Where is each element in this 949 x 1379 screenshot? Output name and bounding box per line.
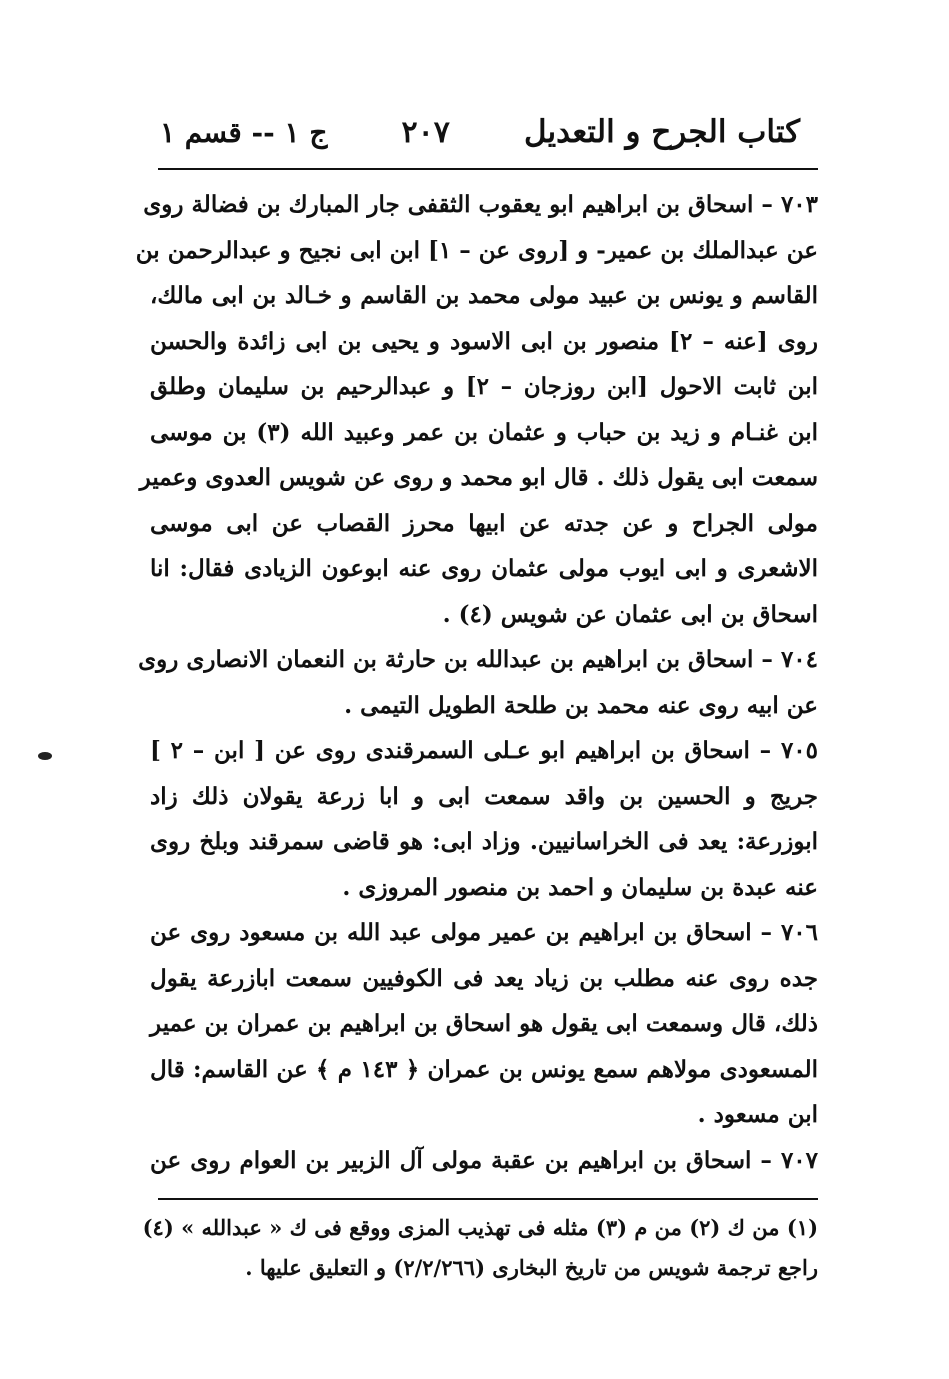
volume-label: ج ١ -- قسم ١	[160, 115, 328, 149]
header-rule	[158, 168, 818, 170]
text-line: سمعت ابى يقول ذلك . قال ابو محمد و روى عن شويس العدوى وعمير	[139, 464, 818, 491]
text-line: جده روى عنه مطلب بن زياد يعد فى الكوفيين سمعت ابازرعة يقول	[150, 964, 818, 992]
main-text	[135, 182, 819, 1183]
text-line: ٧٠٥ – اسحاق بن ابراهيم ابو عـلى السمرقندى روى عن [ ابن – ٢ ]	[150, 737, 818, 764]
text-line: ٧٠٣ – اسحاق بن ابراهيم ابو يعقوب الثقفى جار المبارك بن فضالة روى	[143, 191, 818, 218]
text-line: ٧٠٧ – اسحاق بن ابراهيم بن عقبة مولى آل الزبير بن العوام روى عن	[150, 1146, 818, 1174]
text-line: عن عبدالملك بن عمير- و [روى عن – ١] ابن ابى نجيح و عبدالرحمن بن	[135, 236, 818, 264]
text-line: ٧٠٤ – اسحاق بن ابراهيم بن عبدالله بن حارثة بن النعمان الانصارى روى	[138, 646, 818, 673]
text-line: جريج و الحسين بن واقد سمعت ابى و ابا زرعة يقولان ذلك زاد	[150, 782, 818, 810]
text-line: مولى الجراح و عن جدته عن ابيها محرز القصاب عن ابى موسى	[150, 509, 818, 537]
text-line: ٧٠٦ – اسحاق بن ابراهيم بن عمير مولى عبد الله بن مسعود روى عن	[150, 919, 818, 946]
text-line: ابوزرعة: يعد فى الخراسانيين. وزاد ابى: هو قاضى سمرقند وبلخ روى	[150, 828, 818, 855]
text-line: عنه عبدة بن سليمان و احمد بن منصور المروزى .	[342, 873, 818, 901]
footnote-line: (١) من ك (٢) من م (٣) مثله فى تهذيب المزى ووقع فى ك « عبدالله » (٤)	[142, 1215, 818, 1240]
footnotes	[142, 1208, 818, 1288]
text-line: عن ابيه روى عنه محمد بن طلحة الطويل التيمى .	[344, 691, 818, 719]
running-title: كتاب الجرح و التعديل	[523, 114, 800, 150]
text-line: اسحاق بن ابى عثمان عن شويس (٤) .	[442, 600, 818, 628]
footnote-rule	[158, 1198, 818, 1200]
footnote-line: راجع ترجمة شويس من تاريخ البخارى (٢/٢/٢٦٦) و التعليق عليها .	[245, 1255, 818, 1280]
text-line: ذلك، قال وسمعت ابى يقول هو اسحاق بن ابراهيم بن عمران بن عمير	[150, 1010, 818, 1037]
text-line: ابن مسعود .	[697, 1101, 818, 1128]
text-line: روى [عنه – ٢] منصور بن ابى الاسود و يحيى بن ابى زائدة والحسن	[150, 327, 818, 355]
text-line: القاسم و يونس بن عبيد مولى محمد بن القاسم و خـالد بن ابى مالك،	[150, 282, 818, 309]
page-header	[160, 104, 800, 160]
text-line: ابن ثابت الاحول [ابن روزجان – ٢] و عبدالرحيم بن سليمان وطلق	[150, 373, 818, 400]
ink-blot	[38, 752, 52, 760]
page-number: ٢٠٧	[401, 114, 450, 150]
text-line: ابن غنـام و زيد بن حباب و عثمان بن عمر وعبيد الله (٣) بن موسى	[150, 418, 819, 446]
text-line: المسعودى مولاهم سمع يونس بن عمران ﴿ ١٤٣ م ﴾ عن القاسم: قال	[150, 1055, 819, 1083]
text-line: الاشعرى و ابى ايوب مولى عثمان روى عنه ابوعون الزيادى فقال: انا	[150, 555, 818, 582]
